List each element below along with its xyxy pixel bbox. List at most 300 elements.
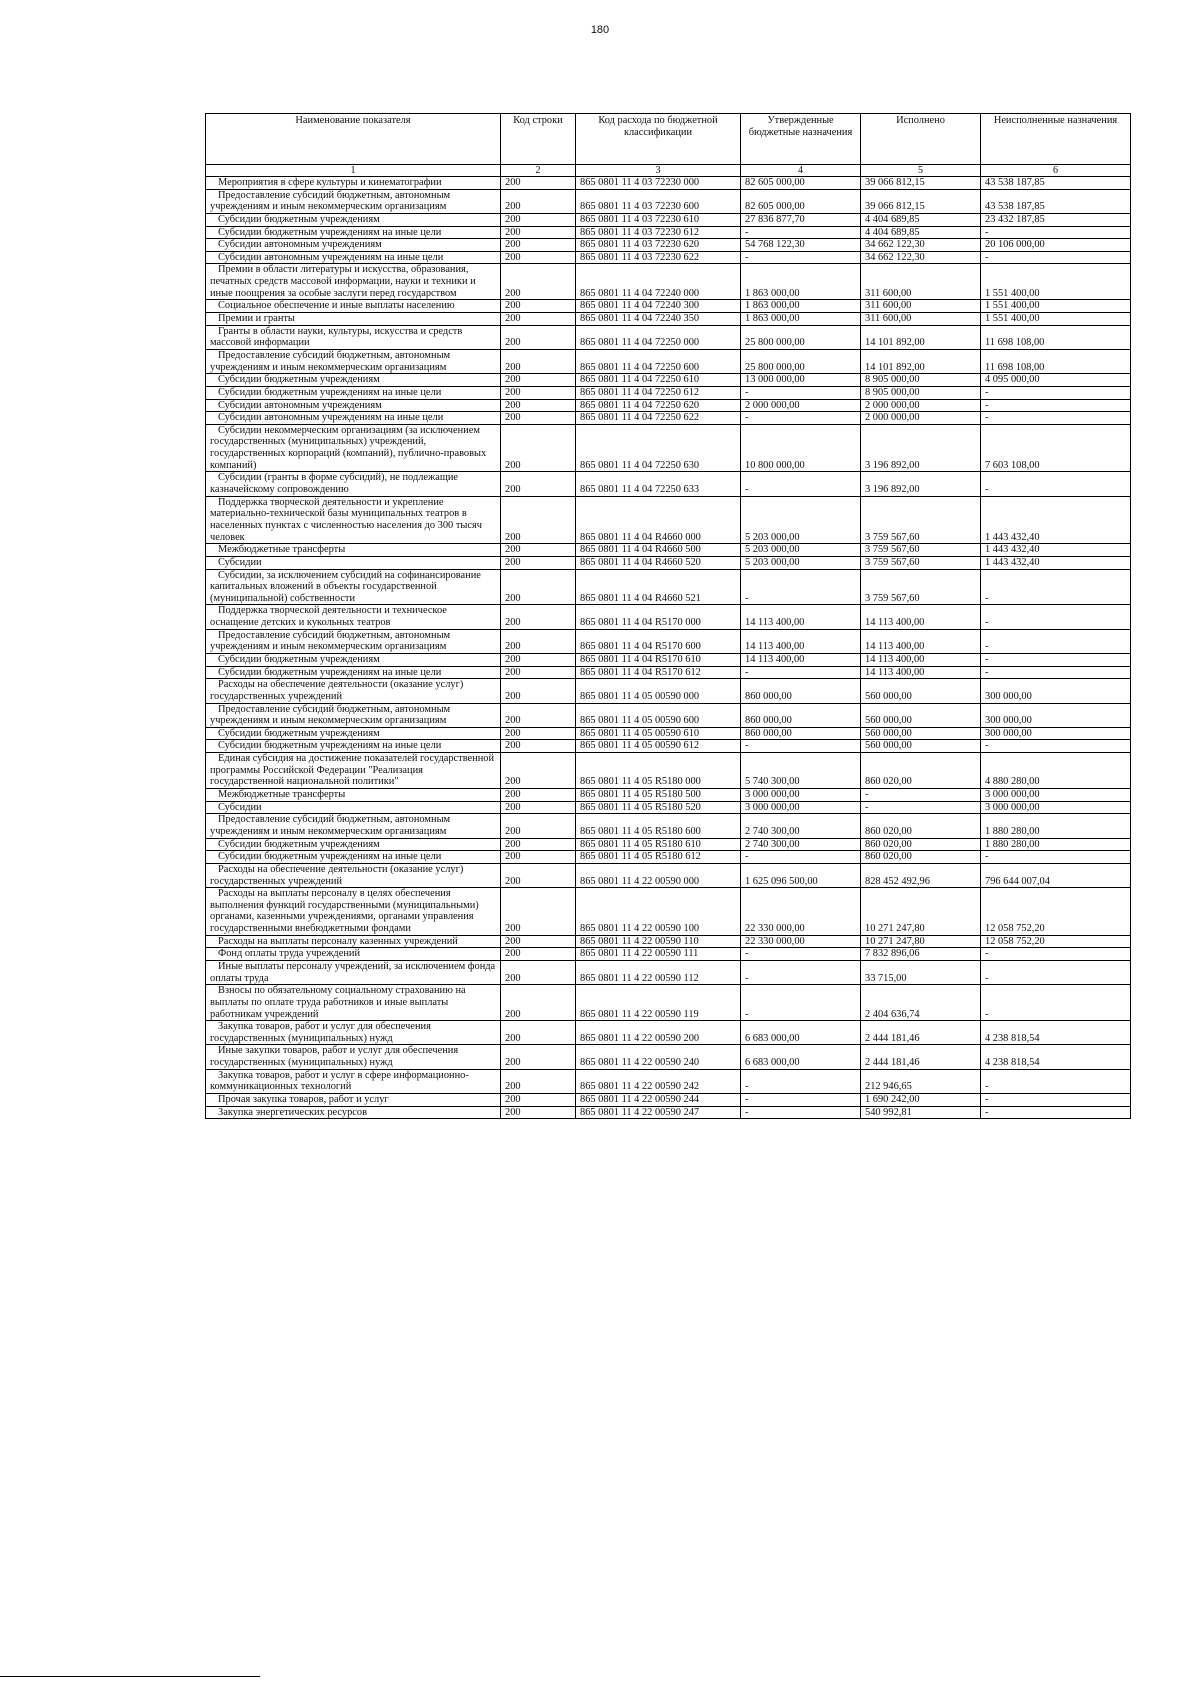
cell-approved: 13 000 000,00 xyxy=(741,374,861,387)
cell-budget-code: 865 0801 11 4 22 00590 110 xyxy=(576,935,741,948)
cell-budget-code: 865 0801 11 4 22 00590 000 xyxy=(576,863,741,887)
cell-approved: 25 800 000,00 xyxy=(741,325,861,349)
cell-approved: - xyxy=(741,472,861,496)
cell-budget-code: 865 0801 11 4 03 72230 612 xyxy=(576,226,741,239)
table-row xyxy=(206,605,1131,629)
cell-line-code: 200 xyxy=(501,753,576,789)
header-line-code: Код строки xyxy=(501,114,576,165)
cell-line-code: 200 xyxy=(501,629,576,653)
cell-unexecuted: 11 698 108,00 xyxy=(981,325,1131,349)
table-row xyxy=(206,472,1131,496)
column-number: 1 xyxy=(206,165,501,177)
cell-unexecuted: - xyxy=(981,1094,1131,1107)
cell-name: Поддержка творческой деятельности и укрепление материально-технической базы муниципальных театров в населенных пунктах с численностью населения до 300 тысяч человек xyxy=(206,496,501,544)
cell-name: Предоставление субсидий бюджетным, автономным учреждениям и иным некоммерческим организациям xyxy=(206,629,501,653)
cell-name: Субсидии бюджетным учреждениям xyxy=(206,727,501,740)
cell-line-code: 200 xyxy=(501,801,576,814)
cell-approved: - xyxy=(741,226,861,239)
cell-unexecuted: - xyxy=(981,472,1131,496)
cell-approved: 3 000 000,00 xyxy=(741,789,861,802)
cell-approved: - xyxy=(741,961,861,985)
table-row xyxy=(206,325,1131,349)
cell-approved: - xyxy=(741,851,861,864)
table-row xyxy=(206,727,1131,740)
cell-budget-code: 865 0801 11 4 04 R5170 000 xyxy=(576,605,741,629)
table-row xyxy=(206,703,1131,727)
cell-line-code: 200 xyxy=(501,349,576,373)
cell-unexecuted: 4 238 818,54 xyxy=(981,1021,1131,1045)
cell-executed: - xyxy=(861,789,981,802)
cell-approved: - xyxy=(741,985,861,1021)
cell-unexecuted: 1 443 432,40 xyxy=(981,496,1131,544)
cell-approved: - xyxy=(741,1069,861,1093)
cell-budget-code: 865 0801 11 4 22 00590 111 xyxy=(576,948,741,961)
cell-executed: 2 444 181,46 xyxy=(861,1045,981,1069)
cell-name: Субсидии бюджетным учреждениям на иные цели xyxy=(206,386,501,399)
table-row xyxy=(206,666,1131,679)
cell-unexecuted: - xyxy=(981,1106,1131,1119)
table-row xyxy=(206,300,1131,313)
cell-unexecuted: - xyxy=(981,653,1131,666)
cell-executed: 311 600,00 xyxy=(861,313,981,326)
cell-line-code: 200 xyxy=(501,213,576,226)
cell-approved: 3 000 000,00 xyxy=(741,801,861,814)
cell-line-code: 200 xyxy=(501,1021,576,1045)
cell-name: Субсидии бюджетным учреждениям xyxy=(206,653,501,666)
table-row xyxy=(206,226,1131,239)
cell-budget-code: 865 0801 11 4 03 72230 600 xyxy=(576,189,741,213)
cell-executed: 14 113 400,00 xyxy=(861,629,981,653)
cell-budget-code: 865 0801 11 4 04 72240 000 xyxy=(576,264,741,300)
cell-name: Субсидии автономным учреждениям xyxy=(206,399,501,412)
cell-name: Закупка энергетических ресурсов xyxy=(206,1106,501,1119)
cell-approved: 82 605 000,00 xyxy=(741,177,861,190)
cell-executed: - xyxy=(861,801,981,814)
cell-unexecuted: 300 000,00 xyxy=(981,679,1131,703)
table-row xyxy=(206,679,1131,703)
cell-unexecuted: - xyxy=(981,666,1131,679)
table-row xyxy=(206,264,1131,300)
cell-unexecuted: 23 432 187,85 xyxy=(981,213,1131,226)
table-row xyxy=(206,838,1131,851)
cell-name: Субсидии бюджетным учреждениям xyxy=(206,213,501,226)
cell-budget-code: 865 0801 11 4 03 72230 000 xyxy=(576,177,741,190)
cell-approved: 5 203 000,00 xyxy=(741,556,861,569)
cell-executed: 860 020,00 xyxy=(861,838,981,851)
cell-line-code: 200 xyxy=(501,472,576,496)
table-row xyxy=(206,888,1131,936)
cell-unexecuted: - xyxy=(981,851,1131,864)
cell-line-code: 200 xyxy=(501,605,576,629)
cell-budget-code: 865 0801 11 4 22 00590 242 xyxy=(576,1069,741,1093)
cell-approved: 5 203 000,00 xyxy=(741,544,861,557)
cell-budget-code: 865 0801 11 4 03 72230 622 xyxy=(576,251,741,264)
cell-budget-code: 865 0801 11 4 05 R5180 612 xyxy=(576,851,741,864)
cell-budget-code: 865 0801 11 4 04 R5170 600 xyxy=(576,629,741,653)
cell-name: Премии в области литературы и искусства, образования, печатных средств массовой информации, науки и техники и иные поощрения за особые заслуги перед государством xyxy=(206,264,501,300)
table-row xyxy=(206,313,1131,326)
cell-executed: 1 690 242,00 xyxy=(861,1094,981,1107)
cell-executed: 3 759 567,60 xyxy=(861,496,981,544)
cell-executed: 7 832 896,06 xyxy=(861,948,981,961)
cell-line-code: 200 xyxy=(501,424,576,472)
cell-name: Субсидии бюджетным учреждениям на иные цели xyxy=(206,226,501,239)
cell-unexecuted: 3 000 000,00 xyxy=(981,801,1131,814)
cell-unexecuted: - xyxy=(981,386,1131,399)
cell-unexecuted: - xyxy=(981,569,1131,605)
table-row xyxy=(206,349,1131,373)
cell-approved: 22 330 000,00 xyxy=(741,935,861,948)
cell-unexecuted: 1 551 400,00 xyxy=(981,264,1131,300)
cell-line-code: 200 xyxy=(501,727,576,740)
cell-budget-code: 865 0801 11 4 22 00590 244 xyxy=(576,1094,741,1107)
cell-executed: 860 020,00 xyxy=(861,753,981,789)
cell-budget-code: 865 0801 11 4 04 72250 612 xyxy=(576,386,741,399)
cell-line-code: 200 xyxy=(501,888,576,936)
cell-approved: 6 683 000,00 xyxy=(741,1021,861,1045)
cell-line-code: 200 xyxy=(501,374,576,387)
table-row xyxy=(206,1094,1131,1107)
cell-approved: 14 113 400,00 xyxy=(741,653,861,666)
table-row xyxy=(206,961,1131,985)
cell-executed: 828 452 492,96 xyxy=(861,863,981,887)
cell-budget-code: 865 0801 11 4 04 R4660 500 xyxy=(576,544,741,557)
table-row xyxy=(206,851,1131,864)
table-row xyxy=(206,801,1131,814)
cell-name: Поддержка творческой деятельности и техническое оснащение детских и кукольных театров xyxy=(206,605,501,629)
cell-approved: 82 605 000,00 xyxy=(741,189,861,213)
cell-line-code: 200 xyxy=(501,838,576,851)
cell-executed: 2 000 000,00 xyxy=(861,399,981,412)
cell-name: Социальное обеспечение и иные выплаты населению xyxy=(206,300,501,313)
cell-unexecuted: - xyxy=(981,985,1131,1021)
cell-line-code: 200 xyxy=(501,1045,576,1069)
cell-budget-code: 865 0801 11 4 22 00590 240 xyxy=(576,1045,741,1069)
cell-budget-code: 865 0801 11 4 04 72250 610 xyxy=(576,374,741,387)
table-row xyxy=(206,412,1131,425)
table-row xyxy=(206,814,1131,838)
cell-unexecuted: 43 538 187,85 xyxy=(981,177,1131,190)
cell-unexecuted: 7 603 108,00 xyxy=(981,424,1131,472)
cell-approved: - xyxy=(741,948,861,961)
cell-approved: 2 740 300,00 xyxy=(741,814,861,838)
cell-budget-code: 865 0801 11 4 22 00590 100 xyxy=(576,888,741,936)
cell-unexecuted: - xyxy=(981,251,1131,264)
cell-unexecuted: 12 058 752,20 xyxy=(981,935,1131,948)
table-row xyxy=(206,239,1131,252)
cell-approved: - xyxy=(741,251,861,264)
cell-name: Предоставление субсидий бюджетным, автономным учреждениям и иным некоммерческим организациям xyxy=(206,189,501,213)
cell-approved: 5 740 300,00 xyxy=(741,753,861,789)
cell-budget-code: 865 0801 11 4 04 72240 300 xyxy=(576,300,741,313)
cell-budget-code: 865 0801 11 4 05 R5180 000 xyxy=(576,753,741,789)
cell-budget-code: 865 0801 11 4 05 R5180 520 xyxy=(576,801,741,814)
header-unexecuted: Неисполненные назначения xyxy=(981,114,1131,165)
cell-name: Субсидии (гранты в форме субсидий), не подлежащие казначейскому сопровождению xyxy=(206,472,501,496)
cell-approved: - xyxy=(741,666,861,679)
cell-approved: - xyxy=(741,1106,861,1119)
cell-name: Прочая закупка товаров, работ и услуг xyxy=(206,1094,501,1107)
cell-line-code: 200 xyxy=(501,653,576,666)
cell-line-code: 200 xyxy=(501,226,576,239)
cell-name: Премии и гранты xyxy=(206,313,501,326)
cell-name: Субсидии бюджетным учреждениям на иные цели xyxy=(206,740,501,753)
cell-executed: 560 000,00 xyxy=(861,679,981,703)
cell-line-code: 200 xyxy=(501,251,576,264)
table-row xyxy=(206,948,1131,961)
cell-unexecuted: 300 000,00 xyxy=(981,703,1131,727)
table-row xyxy=(206,789,1131,802)
cell-line-code: 200 xyxy=(501,300,576,313)
table-row xyxy=(206,985,1131,1021)
cell-line-code: 200 xyxy=(501,863,576,887)
cell-approved: 1 863 000,00 xyxy=(741,313,861,326)
cell-unexecuted: - xyxy=(981,412,1131,425)
cell-name: Гранты в области науки, культуры, искусства и средств массовой информации xyxy=(206,325,501,349)
cell-executed: 3 196 892,00 xyxy=(861,472,981,496)
cell-executed: 14 101 892,00 xyxy=(861,325,981,349)
table-row xyxy=(206,424,1131,472)
column-number: 3 xyxy=(576,165,741,177)
cell-unexecuted: - xyxy=(981,226,1131,239)
cell-executed: 3 759 567,60 xyxy=(861,544,981,557)
cell-line-code: 200 xyxy=(501,851,576,864)
cell-name: Взносы по обязательному социальному страхованию на выплаты по оплате труда работников и иные выплаты работникам учреждений xyxy=(206,985,501,1021)
cell-executed: 8 905 000,00 xyxy=(861,374,981,387)
header-approved: Утвержденные бюджетные назначения xyxy=(741,114,861,165)
cell-approved: 14 113 400,00 xyxy=(741,605,861,629)
cell-budget-code: 865 0801 11 4 05 00590 600 xyxy=(576,703,741,727)
cell-unexecuted: - xyxy=(981,629,1131,653)
cell-executed: 2 404 636,74 xyxy=(861,985,981,1021)
table-row xyxy=(206,569,1131,605)
cell-unexecuted: - xyxy=(981,948,1131,961)
column-number: 2 xyxy=(501,165,576,177)
cell-executed: 4 404 689,85 xyxy=(861,213,981,226)
cell-approved: 10 800 000,00 xyxy=(741,424,861,472)
cell-executed: 3 759 567,60 xyxy=(861,569,981,605)
cell-executed: 8 905 000,00 xyxy=(861,386,981,399)
budget-execution-table xyxy=(205,113,1131,1119)
cell-budget-code: 865 0801 11 4 05 R5180 600 xyxy=(576,814,741,838)
cell-executed: 860 020,00 xyxy=(861,814,981,838)
cell-executed: 2 444 181,46 xyxy=(861,1021,981,1045)
cell-unexecuted: - xyxy=(981,1069,1131,1093)
cell-executed: 33 715,00 xyxy=(861,961,981,985)
cell-unexecuted: 1 443 432,40 xyxy=(981,556,1131,569)
cell-name: Расходы на выплаты персоналу казенных учреждений xyxy=(206,935,501,948)
cell-name: Расходы на выплаты персоналу в целях обеспечения выполнения функций государственными (муниципальными) органами, казенными учреждениями, органами управления государственными внебюджетными фондами xyxy=(206,888,501,936)
cell-budget-code: 865 0801 11 4 04 72240 350 xyxy=(576,313,741,326)
header-budget-code: Код расхода по бюджетной классификации xyxy=(576,114,741,165)
cell-name: Межбюджетные трансферты xyxy=(206,544,501,557)
cell-executed: 3 759 567,60 xyxy=(861,556,981,569)
table-row xyxy=(206,189,1131,213)
cell-approved: 25 800 000,00 xyxy=(741,349,861,373)
cell-budget-code: 865 0801 11 4 22 00590 112 xyxy=(576,961,741,985)
cell-unexecuted: - xyxy=(981,605,1131,629)
table-row xyxy=(206,1045,1131,1069)
cell-budget-code: 865 0801 11 4 05 R5180 500 xyxy=(576,789,741,802)
cell-approved: 860 000,00 xyxy=(741,703,861,727)
cell-budget-code: 865 0801 11 4 03 72230 620 xyxy=(576,239,741,252)
table-row xyxy=(206,544,1131,557)
cell-executed: 311 600,00 xyxy=(861,264,981,300)
cell-executed: 540 992,81 xyxy=(861,1106,981,1119)
cell-executed: 10 271 247,80 xyxy=(861,888,981,936)
cell-line-code: 200 xyxy=(501,239,576,252)
cell-unexecuted: 796 644 007,04 xyxy=(981,863,1131,887)
cell-approved: 27 836 877,70 xyxy=(741,213,861,226)
header-indicator-name: Наименование показателя xyxy=(206,114,501,165)
cell-executed: 14 113 400,00 xyxy=(861,666,981,679)
column-number: 4 xyxy=(741,165,861,177)
cell-approved: 22 330 000,00 xyxy=(741,888,861,936)
column-number: 6 xyxy=(981,165,1131,177)
cell-approved: 2 000 000,00 xyxy=(741,399,861,412)
cell-line-code: 200 xyxy=(501,935,576,948)
footer-rule xyxy=(0,1676,260,1677)
cell-executed: 34 662 122,30 xyxy=(861,251,981,264)
cell-name: Расходы на обеспечение деятельности (оказание услуг) государственных учреждений xyxy=(206,679,501,703)
cell-line-code: 200 xyxy=(501,948,576,961)
cell-unexecuted: 4 238 818,54 xyxy=(981,1045,1131,1069)
cell-name: Субсидии xyxy=(206,801,501,814)
cell-line-code: 200 xyxy=(501,789,576,802)
cell-approved: - xyxy=(741,386,861,399)
cell-name: Закупка товаров, работ и услуг для обеспечения государственных (муниципальных) нужд xyxy=(206,1021,501,1045)
cell-line-code: 200 xyxy=(501,1094,576,1107)
cell-unexecuted: 4 880 280,00 xyxy=(981,753,1131,789)
cell-approved: 1 863 000,00 xyxy=(741,264,861,300)
cell-budget-code: 865 0801 11 4 04 R4660 520 xyxy=(576,556,741,569)
cell-line-code: 200 xyxy=(501,264,576,300)
table-row xyxy=(206,556,1131,569)
cell-name: Субсидии xyxy=(206,556,501,569)
cell-line-code: 200 xyxy=(501,313,576,326)
cell-unexecuted: 1 551 400,00 xyxy=(981,313,1131,326)
cell-unexecuted: 3 000 000,00 xyxy=(981,789,1131,802)
cell-executed: 39 066 812,15 xyxy=(861,189,981,213)
table-header xyxy=(206,114,1131,177)
cell-executed: 560 000,00 xyxy=(861,703,981,727)
cell-line-code: 200 xyxy=(501,325,576,349)
cell-approved: - xyxy=(741,569,861,605)
table-row xyxy=(206,863,1131,887)
cell-budget-code: 865 0801 11 4 22 00590 200 xyxy=(576,1021,741,1045)
cell-name: Закупка товаров, работ и услуг в сфере информационно-коммуникационных технологий xyxy=(206,1069,501,1093)
cell-approved: - xyxy=(741,412,861,425)
cell-executed: 14 101 892,00 xyxy=(861,349,981,373)
table-row xyxy=(206,753,1131,789)
cell-line-code: 200 xyxy=(501,1069,576,1093)
cell-executed: 39 066 812,15 xyxy=(861,177,981,190)
cell-budget-code: 865 0801 11 4 05 00590 610 xyxy=(576,727,741,740)
cell-line-code: 200 xyxy=(501,386,576,399)
table-row xyxy=(206,935,1131,948)
cell-line-code: 200 xyxy=(501,569,576,605)
cell-approved: 5 203 000,00 xyxy=(741,496,861,544)
cell-name: Расходы на обеспечение деятельности (оказание услуг) государственных учреждений xyxy=(206,863,501,887)
cell-line-code: 200 xyxy=(501,1106,576,1119)
cell-executed: 10 271 247,80 xyxy=(861,935,981,948)
cell-unexecuted: 1 443 432,40 xyxy=(981,544,1131,557)
table-row xyxy=(206,496,1131,544)
cell-name: Иные выплаты персоналу учреждений, за исключением фонда оплаты труда xyxy=(206,961,501,985)
cell-line-code: 200 xyxy=(501,189,576,213)
cell-unexecuted: 300 000,00 xyxy=(981,727,1131,740)
table-body xyxy=(206,177,1131,1119)
cell-line-code: 200 xyxy=(501,399,576,412)
cell-approved: 2 740 300,00 xyxy=(741,838,861,851)
cell-budget-code: 865 0801 11 4 04 72250 600 xyxy=(576,349,741,373)
table-row xyxy=(206,629,1131,653)
cell-budget-code: 865 0801 11 4 04 72250 630 xyxy=(576,424,741,472)
cell-name: Субсидии бюджетным учреждениям на иные цели xyxy=(206,851,501,864)
cell-budget-code: 865 0801 11 4 05 00590 000 xyxy=(576,679,741,703)
cell-executed: 4 404 689,85 xyxy=(861,226,981,239)
cell-line-code: 200 xyxy=(501,177,576,190)
cell-line-code: 200 xyxy=(501,666,576,679)
cell-unexecuted: 11 698 108,00 xyxy=(981,349,1131,373)
cell-executed: 212 946,65 xyxy=(861,1069,981,1093)
cell-executed: 860 020,00 xyxy=(861,851,981,864)
column-number: 5 xyxy=(861,165,981,177)
cell-executed: 34 662 122,30 xyxy=(861,239,981,252)
cell-budget-code: 865 0801 11 4 05 00590 612 xyxy=(576,740,741,753)
cell-approved: - xyxy=(741,1094,861,1107)
cell-line-code: 200 xyxy=(501,703,576,727)
cell-executed: 3 196 892,00 xyxy=(861,424,981,472)
table-row xyxy=(206,399,1131,412)
cell-name: Фонд оплаты труда учреждений xyxy=(206,948,501,961)
cell-budget-code: 865 0801 11 4 03 72230 610 xyxy=(576,213,741,226)
cell-approved: 1 625 096 500,00 xyxy=(741,863,861,887)
cell-executed: 14 113 400,00 xyxy=(861,605,981,629)
cell-unexecuted: 1 880 280,00 xyxy=(981,838,1131,851)
cell-unexecuted: - xyxy=(981,740,1131,753)
cell-line-code: 200 xyxy=(501,814,576,838)
cell-line-code: 200 xyxy=(501,985,576,1021)
cell-unexecuted: 1 880 280,00 xyxy=(981,814,1131,838)
cell-executed: 311 600,00 xyxy=(861,300,981,313)
cell-line-code: 200 xyxy=(501,496,576,544)
cell-line-code: 200 xyxy=(501,412,576,425)
cell-name: Субсидии автономным учреждениям на иные цели xyxy=(206,251,501,264)
cell-budget-code: 865 0801 11 4 04 72250 622 xyxy=(576,412,741,425)
cell-line-code: 200 xyxy=(501,961,576,985)
cell-name: Предоставление субсидий бюджетным, автономным учреждениям и иным некоммерческим организациям xyxy=(206,349,501,373)
cell-unexecuted: - xyxy=(981,961,1131,985)
cell-executed: 560 000,00 xyxy=(861,740,981,753)
cell-line-code: 200 xyxy=(501,740,576,753)
cell-line-code: 200 xyxy=(501,556,576,569)
cell-name: Иные закупки товаров, работ и услуг для обеспечения государственных (муниципальных) нужд xyxy=(206,1045,501,1069)
cell-unexecuted: 43 538 187,85 xyxy=(981,189,1131,213)
cell-unexecuted: 4 095 000,00 xyxy=(981,374,1131,387)
header-executed: Исполнено xyxy=(861,114,981,165)
table-row xyxy=(206,653,1131,666)
cell-budget-code: 865 0801 11 4 04 72250 000 xyxy=(576,325,741,349)
cell-approved: 14 113 400,00 xyxy=(741,629,861,653)
cell-approved: 860 000,00 xyxy=(741,727,861,740)
cell-name: Предоставление субсидий бюджетным, автономным учреждениям и иным некоммерческим организациям xyxy=(206,814,501,838)
cell-budget-code: 865 0801 11 4 04 R5170 610 xyxy=(576,653,741,666)
cell-name: Субсидии, за исключением субсидий на софинансирование капитальных вложений в объекты государственной (муниципальной) собственности xyxy=(206,569,501,605)
table-row xyxy=(206,1106,1131,1119)
cell-name: Субсидии автономным учреждениям на иные цели xyxy=(206,412,501,425)
table-row xyxy=(206,251,1131,264)
